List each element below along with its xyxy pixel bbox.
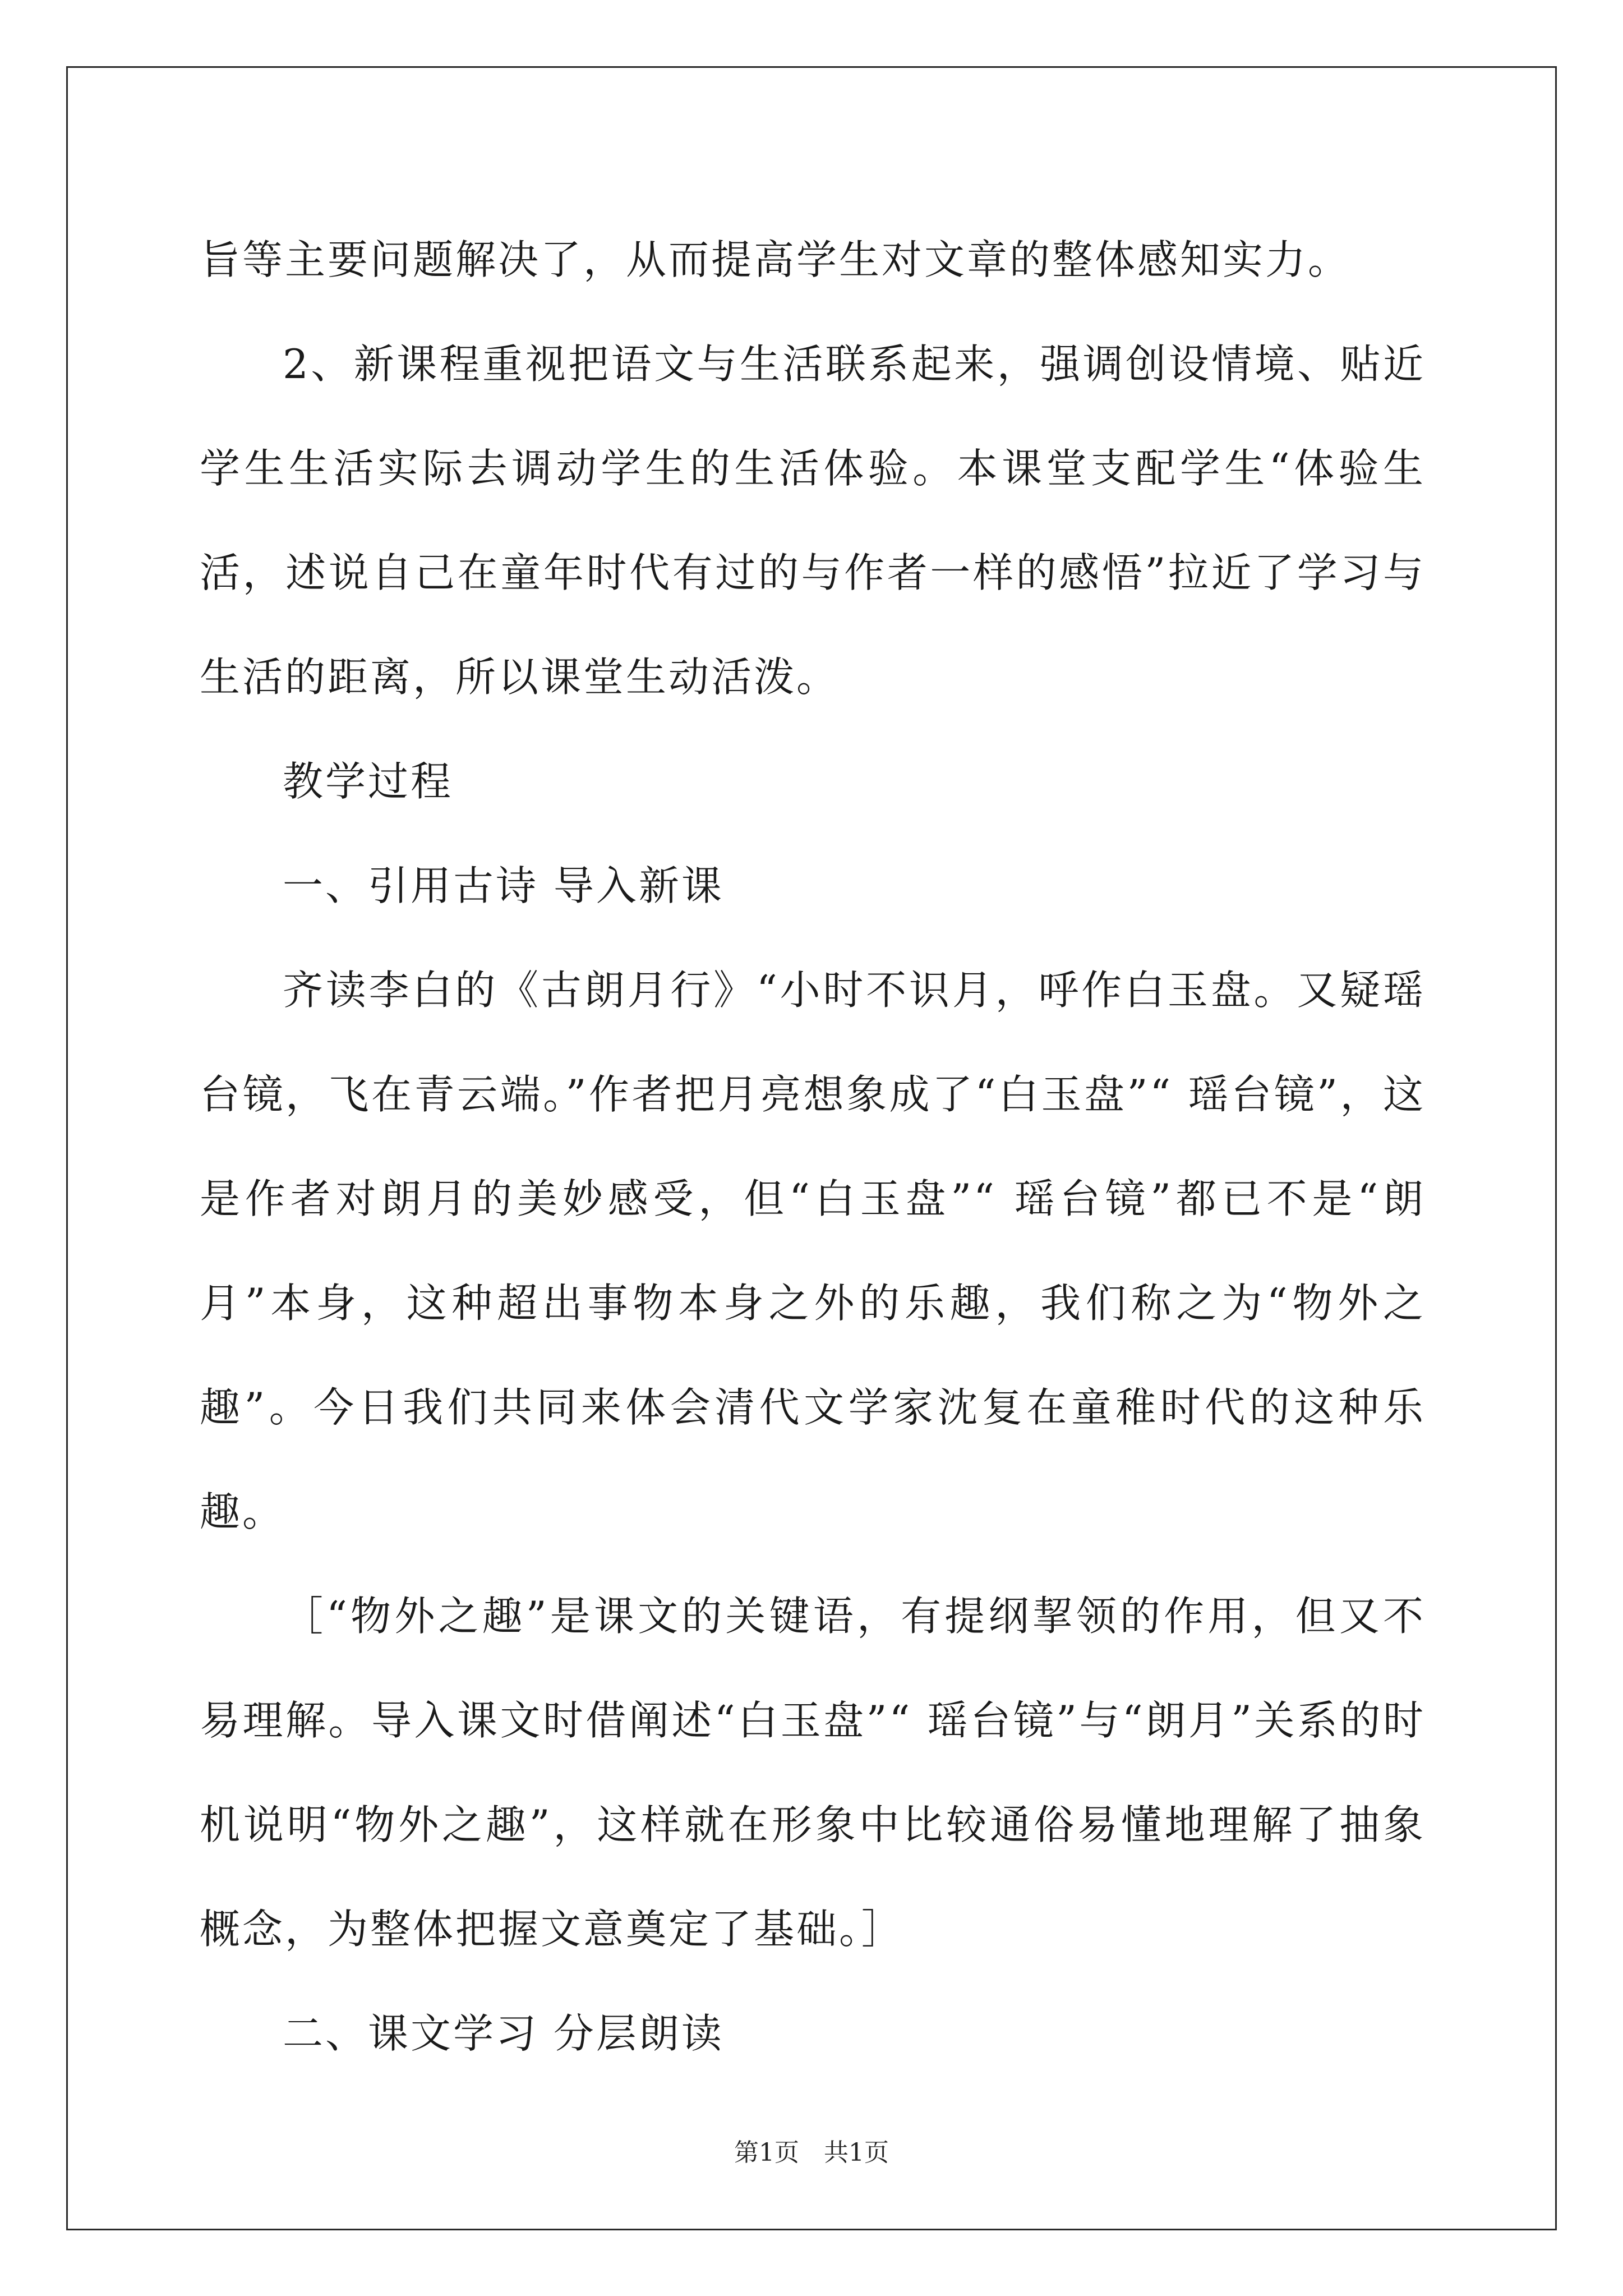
paragraph-new-curriculum: 2、新课程重视把语文与生活联系起来，强调创设情境、贴近学生生活实际去调动学生的生活体验。本课堂支配学生“体验生活，述说自己在童年时代有过的与作者一样的感悟”拉近了学习与生活的距离，所以课堂生动活泼。 — [200, 341, 1426, 701]
document-body — [200, 208, 1426, 2086]
section-heading-part-two: 二、课文学习 分层朗读 — [283, 2010, 724, 2057]
paragraph-continuation: 旨等主要问题解决了，从而提高学生对文章的整体感知实力。 — [200, 236, 1351, 283]
section-heading-part-one: 一、引用古诗 导入新课 — [283, 862, 724, 909]
paragraph-poem-reading: 齐读李白的《古朗月行》“小时不识月，呼作白玉盘。又疑瑶台镜，飞在青云端。”作者把月亮想象成了“白玉盘”“ 瑶台镜”，这是作者对朗月的美妙感受，但“白玉盘”“ 瑶台镜”都已不是“朗月”本身，这种超出事物本身之外的乐趣，我们称之为“物外之趣”。今日我们共同来体会清代文学家沈复在童稚时代的这种乐趣。 — [200, 967, 1426, 1535]
section-heading-teaching-process: 教学过程 — [283, 758, 454, 805]
page-number-footer: 第1页 共1页 — [734, 2138, 889, 2167]
paragraph-commentary: ［“物外之趣”是课文的关键语，有提纲挈领的作用，但又不易理解。导入课文时借阐述“白玉盘”“ 瑶台镜”与“朗月”关系的时机说明“物外之趣”，这样就在形象中比较通俗易懂地理解了抽象概念，为整体把握文意奠定了基础。］ — [200, 1593, 1426, 1953]
